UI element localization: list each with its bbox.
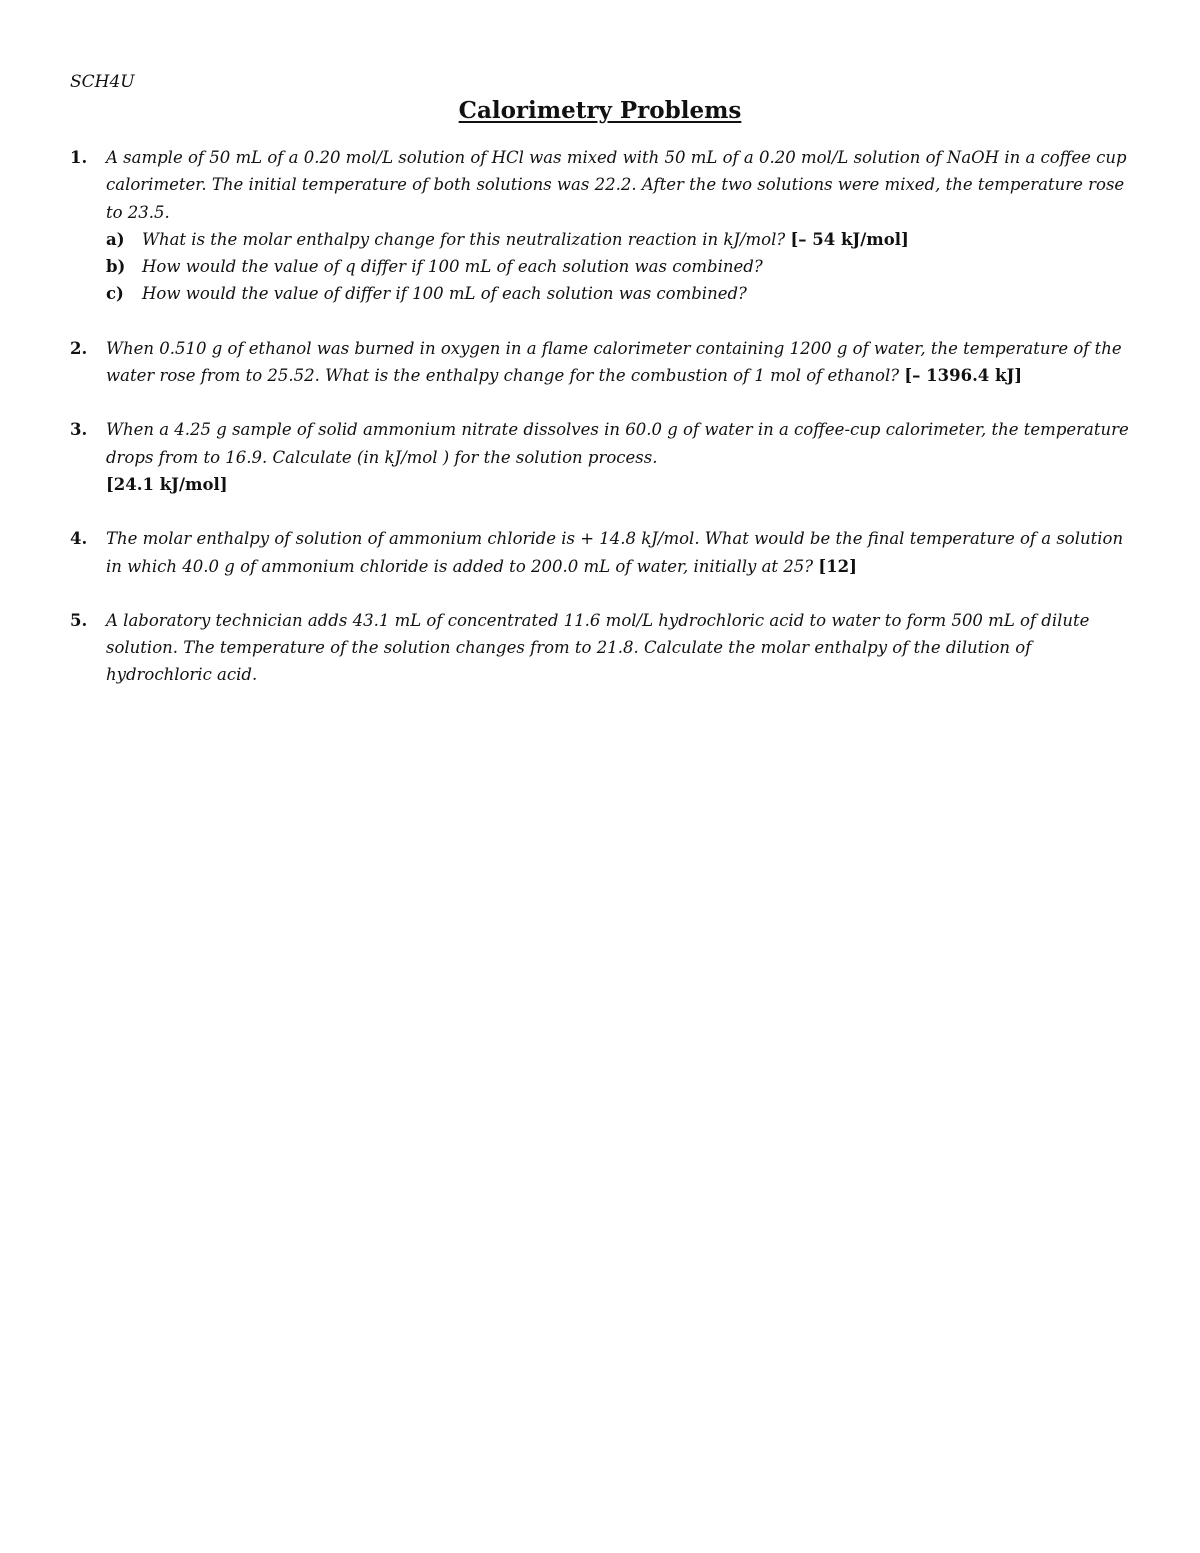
- problem-1: [70, 144, 1140, 308]
- problem-number: 2.: [70, 338, 88, 358]
- subquestion-text: How would the value of q differ if 100 mL of each solution was combined?: [142, 257, 763, 277]
- problem-number: 1.: [70, 148, 88, 167]
- problem-2: [70, 335, 1140, 390]
- subquestion-a: [106, 226, 1140, 253]
- problem-text: When a 4.25 g sample of solid ammonium nitrate dissolves in 60.0 g of water in a coffee-cup calorimeter, the temperature drops from to 16.9. Calculate (in kJ/mol ) for the solution process.: [106, 420, 1129, 467]
- page-title: Calorimetry Problems: [458, 97, 742, 124]
- subquestion-text: What is the molar enthalpy change for this neutralization reaction in kJ/mol?: [142, 229, 786, 249]
- subquestion-label: b): [106, 257, 126, 277]
- problem-3: [70, 416, 1140, 498]
- problem-text: The molar enthalpy of solution of ammonium chloride is + 14.8 kJ/mol. What would be the final temperature of a solution in which 40.0 g of ammonium chloride is added to 200.0 mL of water, initially at 25?: [106, 529, 1124, 576]
- problem-list: [70, 144, 1140, 716]
- subquestion-text: How would the value of differ if 100 mL of each solution was combined?: [142, 284, 747, 304]
- course-code: SCH4U: [70, 72, 135, 92]
- answer: [– 54 kJ/mol]: [790, 229, 909, 249]
- problem-number: 5.: [70, 610, 88, 630]
- problem-4: [70, 525, 1140, 580]
- problem-number: 4.: [70, 529, 88, 549]
- problem-text: A sample of 50 mL of a 0.20 mol/L solution of HCl was mixed with 50 mL of a 0.20 mol/L solution of NaOH in a coffee cup calorimeter. The initial temperature of both solutions was 22.2. After the two solutions were mixed, the temperature rose to 23.5.: [106, 148, 1127, 222]
- subquestion-label: a): [106, 229, 125, 249]
- problem-text: When 0.510 g of ethanol was burned in oxygen in a flame calorimeter containing 1200 g of water, the temperature of the water rose from to 25.52. What is the enthalpy change for the combustion of 1 mol of ethanol?: [106, 338, 1122, 386]
- problem-number: 3.: [70, 420, 88, 440]
- subquestion-label: c): [106, 284, 124, 304]
- answer: [– 1396.4 kJ]: [904, 366, 1023, 386]
- answer: [24.1 kJ/mol]: [106, 474, 228, 494]
- problem-5: [70, 607, 1140, 689]
- subquestion-b: [106, 253, 1140, 280]
- subquestion-c: [106, 280, 1140, 307]
- answer: [12]: [818, 556, 857, 576]
- problem-text: A laboratory technician adds 43.1 mL of concentrated 11.6 mol/L hydrochloric acid to water to form 500 mL of dilute solution. The temperature of the solution changes from to 21.8. Calculate the molar enthalpy of the dilution of hydrochloric acid.: [106, 610, 1090, 685]
